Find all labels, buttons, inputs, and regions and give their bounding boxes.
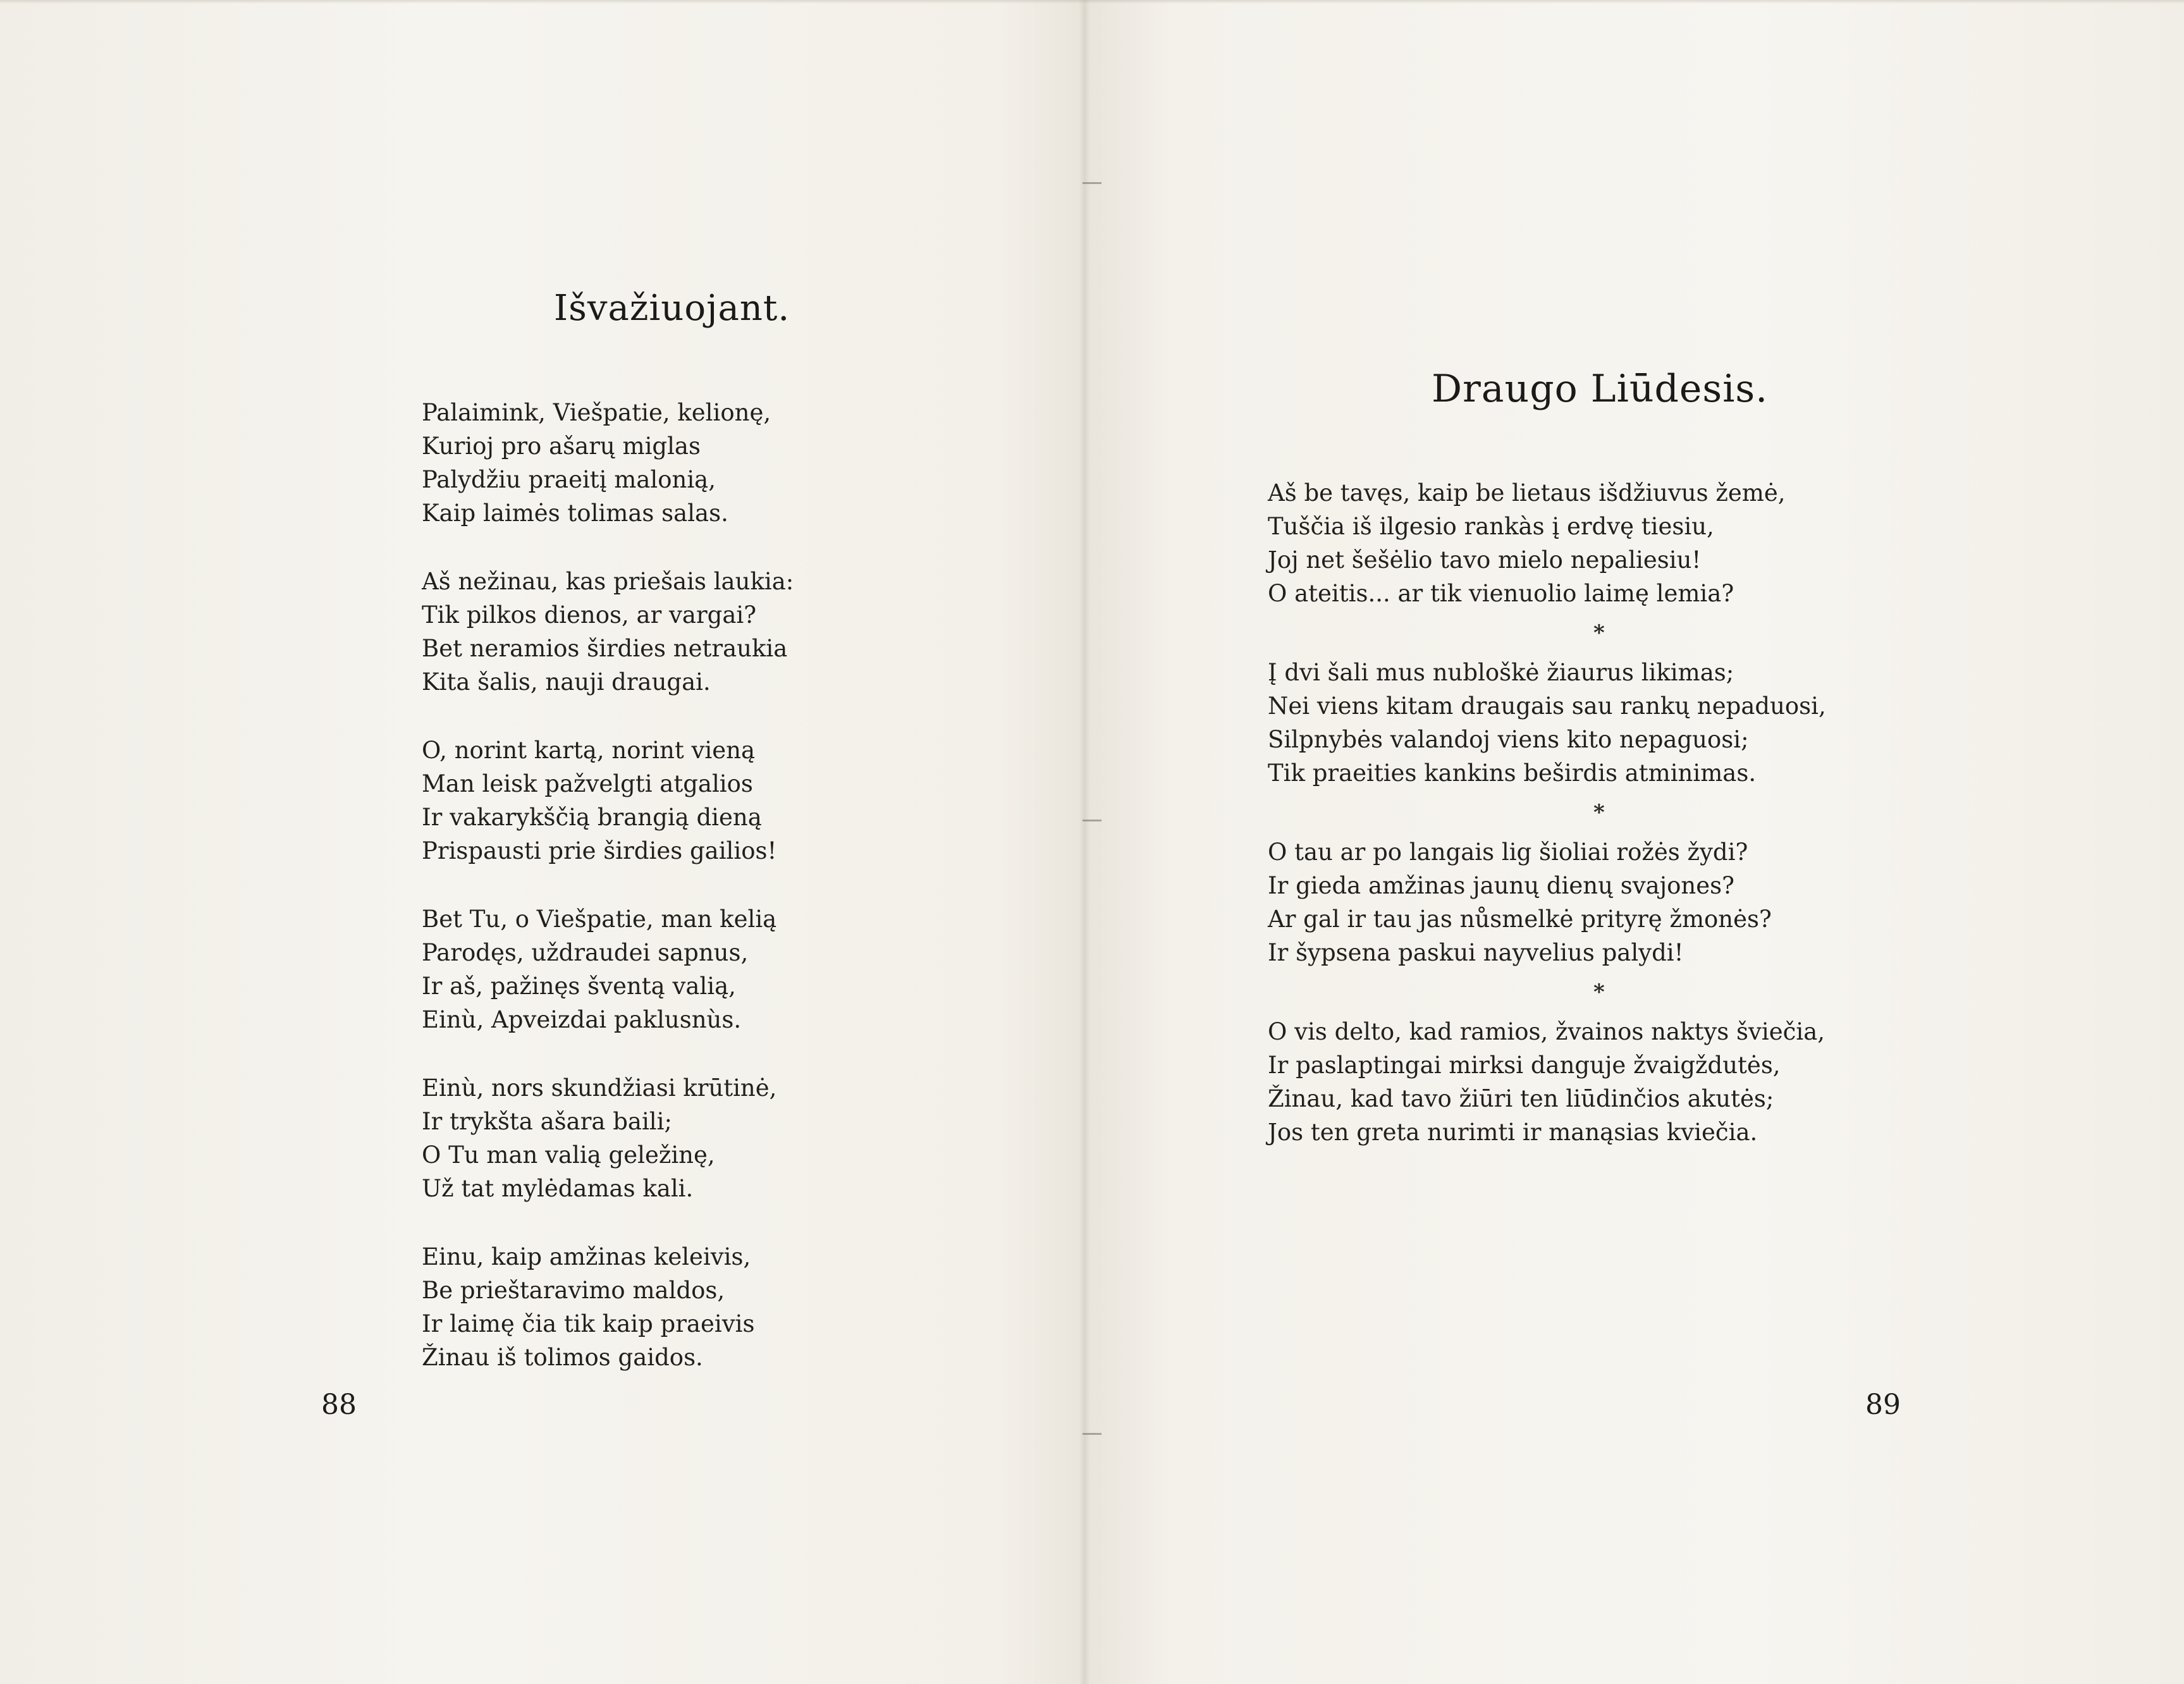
stanza	[1268, 476, 1826, 610]
poem-title-right: Draugo Liūdesis.	[1432, 367, 1769, 411]
verse-line: Bet Tu, o Viešpatie, man kelią	[422, 906, 777, 933]
verse-line: Ir laimę čia tik kaip praeivis	[422, 1310, 755, 1337]
stanza	[1268, 1015, 1826, 1149]
verse-line: Tuščia iš ilgesio rankàs į erdvę tiesiu,	[1268, 513, 1714, 540]
verse-line: Einù, nors skundžiasi krūtinė,	[422, 1074, 777, 1102]
page-edge-shadow	[0, 0, 2184, 4]
verse-line: Ir gieda amžinas jaunų dienų svajones?	[1268, 872, 1734, 899]
poem-title-left: Išvažiuojant.	[554, 288, 790, 329]
verse-line: Už tat mylėdamas kali.	[422, 1175, 694, 1202]
verse-line: Tik praeities kankins beširdis atminimas.	[1268, 759, 1757, 787]
verse-line: Einu, kaip amžinas keleivis,	[422, 1243, 751, 1270]
stanza-separator: *	[1593, 980, 1605, 1005]
verse-line: Kaip laimės tolimas salas.	[422, 500, 728, 527]
fold-mark	[1083, 820, 1101, 821]
verse-line: Aš be tavęs, kaip be lietaus išdžiuvus žemė,	[1268, 479, 1786, 507]
stanza	[422, 396, 794, 530]
verse-line: Ir vakarykščią brangią dieną	[422, 804, 762, 831]
verse-line: Nei viens kitam draugais sau rankų nepaduosi,	[1268, 692, 1826, 720]
verse-line: Jos ten greta nurimti ir manąsias kviečia.	[1268, 1119, 1758, 1146]
verse-line: O tau ar po langais lig šioliai rožės žydi?	[1268, 839, 1748, 866]
page-number-left: 88	[321, 1389, 357, 1421]
verse-line: Palaimink, Viešpatie, kelionę,	[422, 399, 771, 426]
verse-line: Ir trykšta ašara baili;	[422, 1108, 672, 1135]
stanza	[1268, 835, 1826, 969]
stanza-separator: *	[1593, 620, 1605, 646]
verse-line: O, norint kartą, norint vieną	[422, 737, 755, 764]
fold-mark	[1083, 1433, 1101, 1435]
stanza	[422, 565, 794, 699]
verse-line: Ar gal ir tau jas nůsmelkė prityrę žmonės?	[1268, 906, 1772, 933]
stanza	[422, 1071, 794, 1205]
stanza-separator: *	[1593, 800, 1605, 825]
stanza	[422, 1240, 794, 1374]
verse-line: Į dvi šali mus nubloškė žiaurus likimas;	[1268, 659, 1734, 686]
verse-line: Žinau iš tolimos gaidos.	[422, 1344, 703, 1371]
verse-line: Ir šypsena paskui nayvelius palydi!	[1268, 939, 1684, 966]
page-number-right: 89	[1865, 1389, 1901, 1421]
verse-line: Prispausti prie širdies gailios!	[422, 837, 777, 864]
verse-line: Einù, Apveizdai paklusnùs.	[422, 1006, 742, 1033]
stanza	[422, 902, 794, 1036]
verse-line: Kita šalis, nauji draugai.	[422, 668, 711, 696]
stanza	[422, 734, 794, 868]
verse-line: Kurioj pro ašarų miglas	[422, 433, 701, 460]
fold-mark	[1083, 182, 1101, 184]
left-page	[0, 0, 1084, 1684]
verse-line: Be prieštaravimo maldos,	[422, 1277, 725, 1304]
verse-line: Ir aš, pažinęs šventą valią,	[422, 973, 736, 1000]
verse-line: Tik pilkos dienos, ar vargai?	[422, 601, 757, 629]
verse-line: Žinau, kad tavo žiūri ten liūdinčios akutės;	[1268, 1085, 1774, 1112]
verse-line: Ir paslaptingai mirksi danguje žvaigždutės,	[1268, 1052, 1781, 1079]
verse-line: Silpnybės valandoj viens kito nepaguosi;	[1268, 726, 1749, 753]
verse-line: Aš nežinau, kas priešais laukia:	[422, 568, 794, 595]
poem-left	[422, 396, 794, 1409]
verse-line: Parodęs, uždraudei sapnus,	[422, 939, 749, 966]
verse-line: Man leisk pažvelgti atgalios	[422, 770, 753, 797]
verse-line: O vis delto, kad ramios, žvainos naktys šviečia,	[1268, 1018, 1825, 1045]
verse-line: Joj net šešėlio tavo mielo nepaliesiu!	[1268, 546, 1702, 574]
poem-right	[1268, 476, 1826, 1149]
verse-line: O Tu man valią geležinę,	[422, 1141, 715, 1169]
verse-line: Bet neramios širdies netraukia	[422, 635, 788, 662]
book-gutter	[1079, 0, 1090, 1684]
verse-line: Palydžiu praeitį malonią,	[422, 466, 716, 493]
stanza	[1268, 656, 1826, 790]
verse-line: O ateitis... ar tik vienuolio laimę lemia?	[1268, 580, 1734, 607]
